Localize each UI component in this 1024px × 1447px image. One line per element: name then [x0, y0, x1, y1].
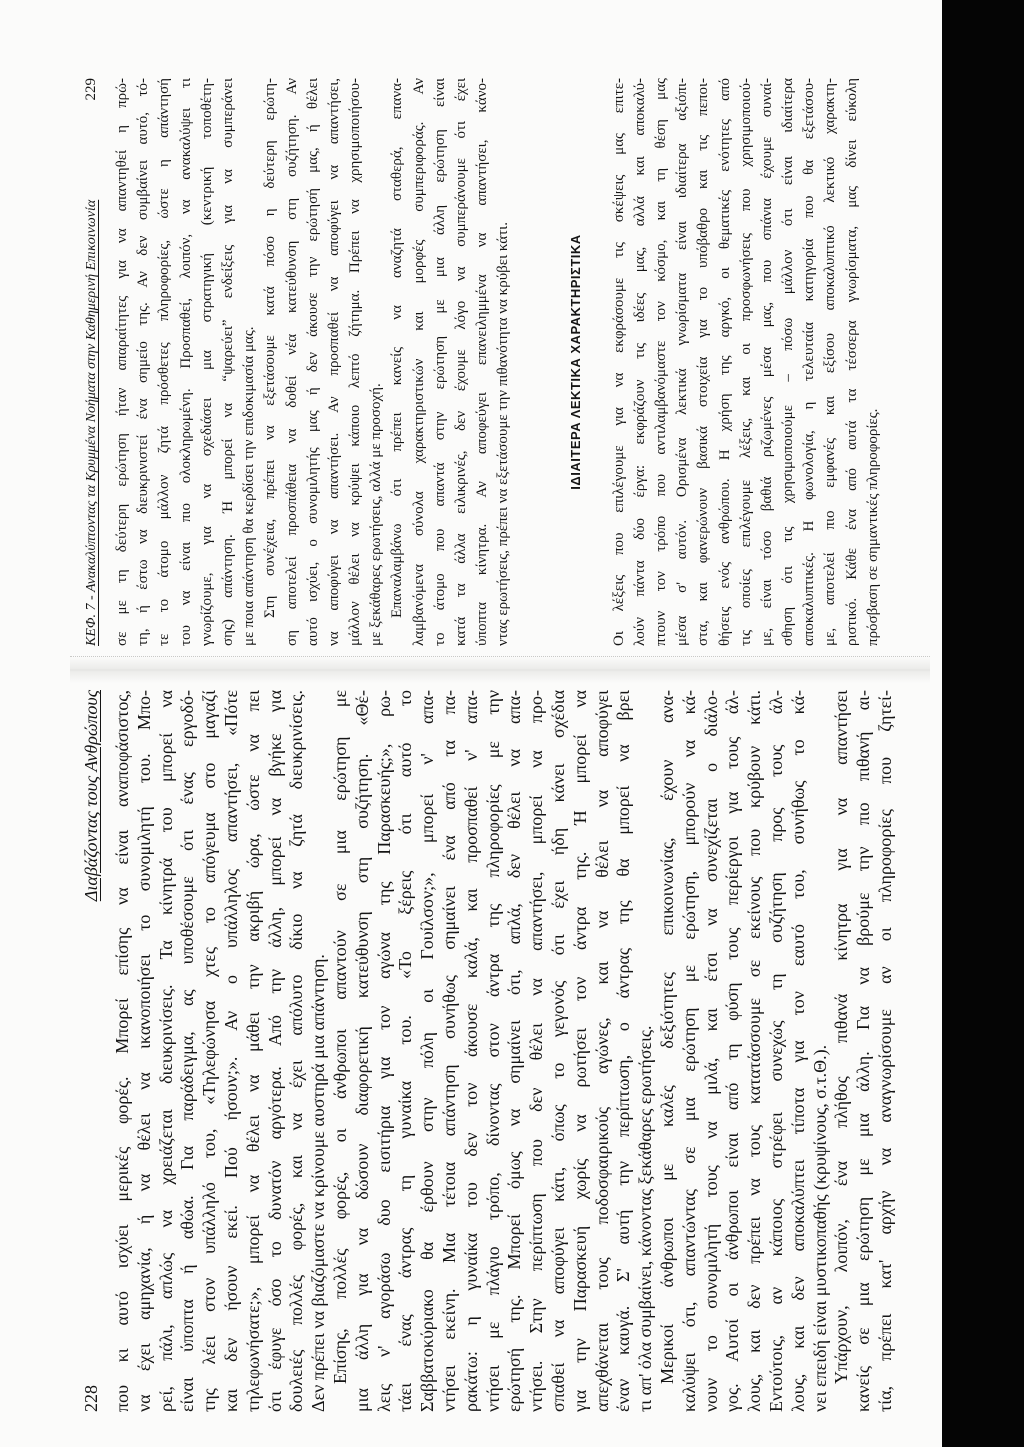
page-number: 229 — [83, 78, 99, 101]
text-line: να έχει αμηχανία, ή να θέλει να ικανοποιήσει το συνομιλητή του. Μπο- — [133, 690, 154, 1412]
text-line: που κι αυτό ισχύει μερικές φορές. Μπορεί επίσης να είναι αναποφάσιστος, — [112, 690, 132, 1412]
text-line: τία, πρέπει κατ' αρχήν να αναγνωρίσουμε αν οι πληροφορίες που ζητεί- — [874, 690, 895, 1412]
text-line: λους, και δεν αποκαλύπτει τίποτα για τον εαυτό του, συνήθως το κά- — [787, 690, 808, 1412]
text-line: κατά τα άλλα ειλικρινές, δεν έχουμε λόγο να συμπεράνουμε ότι έχει — [453, 78, 469, 646]
text-line: μια άλλη για να δώσουν διαφορετική κατεύθυνση στη συζήτηση. «Θέ- — [351, 690, 372, 1412]
text-line: ότι έφυγε όσο το δυνατόν αργότερα. Από την άλλη, μπορεί να βγήκε για — [264, 690, 285, 1412]
paragraph — [657, 690, 831, 1412]
page-body — [112, 690, 897, 1412]
text-line: νουν το συνομιλητή τους να μιλά, και έτσι να συνεχίζεται ο διάλο- — [700, 690, 721, 1412]
text-line: ρεί, πάλι, απλώς να χρειάζεται διευκρινίσεις. Τα κίνητρά του μπορεί να — [155, 690, 176, 1412]
paragraph — [112, 78, 260, 646]
text-line: γνωρίζουμε, για να σχεδιάσει μια στρατηγική (κεντρική τοποθέτη- — [198, 78, 215, 646]
text-line: τι απ' όλα συμβαίνει, κάνοντας ξεκάθαρες ερωτήσεις. — [635, 1025, 656, 1412]
text-line: και δεν ήσουν εκεί. Πού ήσουν;». Αν ο υπάλληλος απαντήσει, «Πότε — [220, 690, 241, 1412]
text-line: λεις ν' αγοράσω δυο εισιτήρια για τον αγώνα της Παρασκευής;», ρω- — [373, 690, 394, 1412]
text-line: αυτό ισχύει, ο συνομιλητής μας ή δεν άκουσε την ερώτησή μας, ή θέλει — [304, 78, 321, 646]
running-title: Διαβάζοντας τους Ανθρώπους — [81, 690, 101, 902]
page-body — [112, 78, 515, 646]
paragraph — [609, 78, 884, 646]
text-line: νει επειδή είναι μυστικοπαθής (κρυψίνους, σ.τ.Θ.). — [809, 1044, 830, 1412]
text-line: απεχθάνεται τους ποδοσφαιρικούς αγώνες, και να θέλει να αποφύγει — [591, 690, 612, 1412]
text-line: κανείς σε μια ερώτηση με μια άλλη. Για να βρούμε την πιο πιθανή αι- — [853, 690, 874, 1412]
text-line: Δεν πρέπει να βιαζόμαστε να κρίνουμε αυστηρά μια απάντηση. — [308, 954, 329, 1412]
paragraph — [112, 690, 330, 1412]
text-line: σης) απάντηση. Ή μπορεί να “ψαρεύει” ενδείξεις για να συμπεράνει — [219, 78, 236, 646]
text-line: σθηση ότι τις χρησιμοποιούμε – πόσω μάλλον ότι είναι ιδιαίτερα — [780, 78, 797, 646]
text-line: ντήσει με πλάγιο τρόπο, δίνοντας στον άντρα της πληροφορίες με την — [482, 690, 503, 1412]
text-line: ντας ερωτήσεις, πρέπει να εξετάσουμε την πιθανότητα να κρύβει κάτι. — [495, 222, 512, 646]
text-line: ύποπτα κίνητρα. Αν αποφεύγει επανειλημμένα να απαντήσει, κάνο- — [474, 78, 491, 646]
page-body-after-heading — [609, 78, 884, 646]
text-line: Οι λέξεις που επιλέγουμε για να εκφράσουμε τις σκέψεις μας επιτε- — [610, 78, 627, 646]
left-page — [80, 690, 920, 1412]
text-line: μάλλον θέλει να κρύψει κάποιο λεπτό ζήτημα. Πρέπει να χρησιμοποιήσου- — [347, 78, 364, 646]
text-line: ρακάτω: η γυναίκα του δεν τον άκουσε καλά, και προσπαθεί ν' απα- — [460, 690, 481, 1412]
text-line: ερώτησή της. Μπορεί όμως να σημαίνει ότι, απλά, δεν θέλει να απα- — [504, 690, 525, 1412]
paragraph — [260, 78, 387, 646]
text-line: ντήσει. Στην περίπτωση που δεν θέλει να απαντήσει, μπορεί να προ- — [526, 690, 547, 1412]
text-line: τάει ένας άντρας τη γυναίκα του. «Το ξέρεις ότι αυτό το — [395, 690, 416, 1412]
text-line: Σαββατοκύριακο θα έρθουν στην πόλη οι Γουίλσον;», μπορεί ν' απα- — [417, 690, 438, 1412]
text-line: Επίσης, πολλές φορές, οι άνθρωποι απαντούν σε μια ερώτηση με — [329, 690, 350, 1384]
text-line: σπαθεί να αποφύγει κάτι, όπως το γεγονός ότι έχει ήδη κάνει σχέδια — [547, 690, 568, 1412]
text-line: τηλεφωνήσατε;», μπορεί να θέλει να μάθει την ακριβή ώρα, ώστε να πει — [242, 690, 263, 1412]
text-line: καλύψει ότι, απαντώντας σε μια ερώτηση με ερώτηση, μπορούν να κά- — [678, 690, 699, 1412]
text-line: το άτομο που απαντά στην ερώτηση με μια άλλη ερώτηση είναι — [431, 78, 448, 646]
text-line: στα, και φανερώνουν βασικά στοιχεία για το υπόβαθρο και τις πεποι- — [695, 78, 712, 646]
text-line: μέσα σ' αυτόν. Ορισμένα λεκτικά γνωρίσματα είναι ιδιαίτερα αξιόπι- — [674, 78, 691, 646]
text-line: με, αποτελεί πιο εμφανές και εξίσου αποκαλυπτικό λεκτικό χαρακτη- — [822, 78, 839, 646]
right-page — [80, 78, 920, 646]
text-line: έναν καυγά. Σ' αυτή την περίπτωση, ο άντρας της θα μπορεί να βρει — [613, 690, 634, 1412]
text-line: τε το άτομο μάλλον ζητά πρόσθετες πληροφορίες, ώστε η απάντησή — [156, 78, 173, 646]
text-line: πτουν τον τρόπο που αντιλαμβανόμαστε τον κόσμο, και τη θέση μας — [652, 78, 669, 646]
text-line: πρόσβαση σε σημαντικές πληροφορίες. — [864, 408, 881, 646]
text-line: θήσεις ενός ανθρώπου. Η χρήση της αργκό, οι θεματικές ενότητες από — [716, 78, 733, 646]
text-line: δουλειές πολλές φορές, και να έχει απόλυτο δίκιο να ζητά διευκρινίσεις. — [286, 690, 307, 1412]
text-line: γος. Αυτοί οι άνθρωποι είναι από τη φύση τους περίεργοι για τους άλ- — [722, 690, 743, 1412]
text-line: του να είναι πιο ολοκληρωμένη. Προσπαθεί, λοιπόν, να ανακαλύψει τι — [177, 78, 194, 646]
page-number: 228 — [81, 1385, 101, 1412]
text-line: αποκαλυπτικές. Η φωνολογία, η τελευταία κατηγορία που θα εξετάσου- — [801, 78, 818, 646]
text-line: λαμβανόμενα σύνολα χαρακτηριστικών και μορφές συμπεριφοράς. Αν — [410, 78, 427, 646]
running-header — [80, 78, 102, 646]
text-line: της λέει στον υπάλληλό του, «Τηλεφώνησα χτες το απόγευμα στο μαγαζί — [199, 690, 220, 1412]
section-heading: ΙΔΙΑΙΤΕΡΑ ΛΕΚΤΙΚΑ ΧΑΡΑΚΤΗΡΙΣΤΙΚΑ — [567, 234, 583, 490]
text-line: με ξεκάθαρες ερωτήσεις, αλλά με προσοχή. — [368, 383, 385, 646]
text-line: Μερικοί άνθρωποι με καλές δεξιότητες επικοινωνίας, έχουν ανα- — [656, 690, 677, 1384]
text-line: ντήσει εκείνη. Μια τέτοια απάντηση συνήθως σημαίνει ένα από τα πα- — [438, 690, 459, 1412]
paragraph — [330, 690, 657, 1412]
text-line: για την Παρασκευή χωρίς να ρωτήσει τον άντρα της. Ή μπορεί να — [569, 690, 590, 1412]
paragraph — [387, 78, 514, 646]
text-line: Υπάρχουν, λοιπόν, ένα πλήθος πιθανά κίνητρα για να απαντήσει — [831, 690, 852, 1384]
text-line: τις οποίες επιλέγουμε λέξεις, και οι προσφωνήσεις που χρησιμοποιού- — [737, 78, 754, 646]
text-line: Εντούτοις, αν κάποιος στρέφει συνεχώς τη συζήτηση προς τους άλ- — [765, 690, 786, 1412]
book-gutter — [70, 656, 930, 683]
text-line: ριστικό. Κάθε ένα από αυτά τα τέσσερα γνωρίσματα, μας δίνει εύκολη — [843, 78, 860, 646]
text-line: ση αποτελεί προσπάθεια να δοθεί νέα κατεύθυνση στη συζήτηση. Αν — [283, 78, 300, 646]
running-title: ΚΕΦ. 7 - Ανακαλύπτοντας τα Κρυμμένα Νοήματα στην Καθημερινή Επικοινωνία — [84, 199, 99, 646]
running-header — [80, 690, 102, 1412]
text-line: να αποφύγει να απαντήσει. Αν προσπαθεί να αποφύγει να απαντήσει, — [325, 78, 342, 646]
scan-border — [942, 0, 1024, 1447]
text-line: είναι ύποπτα ή αθώα. Για παράδειγμα, ας υποθέσουμε ότι ένας εργοδό- — [177, 690, 198, 1412]
text-line: Στη συνέχεια, πρέπει να εξετάσουμε κατά πόσο η δεύτερη ερώτη- — [262, 78, 279, 618]
text-line: σε με τη δεύτερη ερώτηση ήταν απαραίτητες για να απαντηθεί η πρώ- — [114, 78, 130, 646]
text-line: με, είναι τόσο βαθιά ριζωμένες μέσα μας, που σπάνια έχουμε συναί- — [758, 78, 775, 646]
paragraph — [831, 690, 896, 1412]
text-line: λους, και δεν πρέπει να τους κατατάσσουμε σε εκείνους που κρύβουν κάτι. — [744, 690, 765, 1412]
text-line: Επαναλαμβάνω ότι πρέπει κανείς να αναζητά σταθερά, επανα- — [389, 78, 406, 618]
text-line: τη, ή έστω να διευκρινιστεί ένα σημείο της. Αν δεν συμβαίνει αυτό, τό- — [135, 78, 152, 646]
text-line: με ποια απάντηση θα κερδίσει την επιδοκιμασία μας. — [241, 326, 258, 646]
text-line: λούν πάντα δύο έργα: εκφράζουν τις ιδέες μας, αλλά και αποκαλύ- — [631, 78, 648, 646]
